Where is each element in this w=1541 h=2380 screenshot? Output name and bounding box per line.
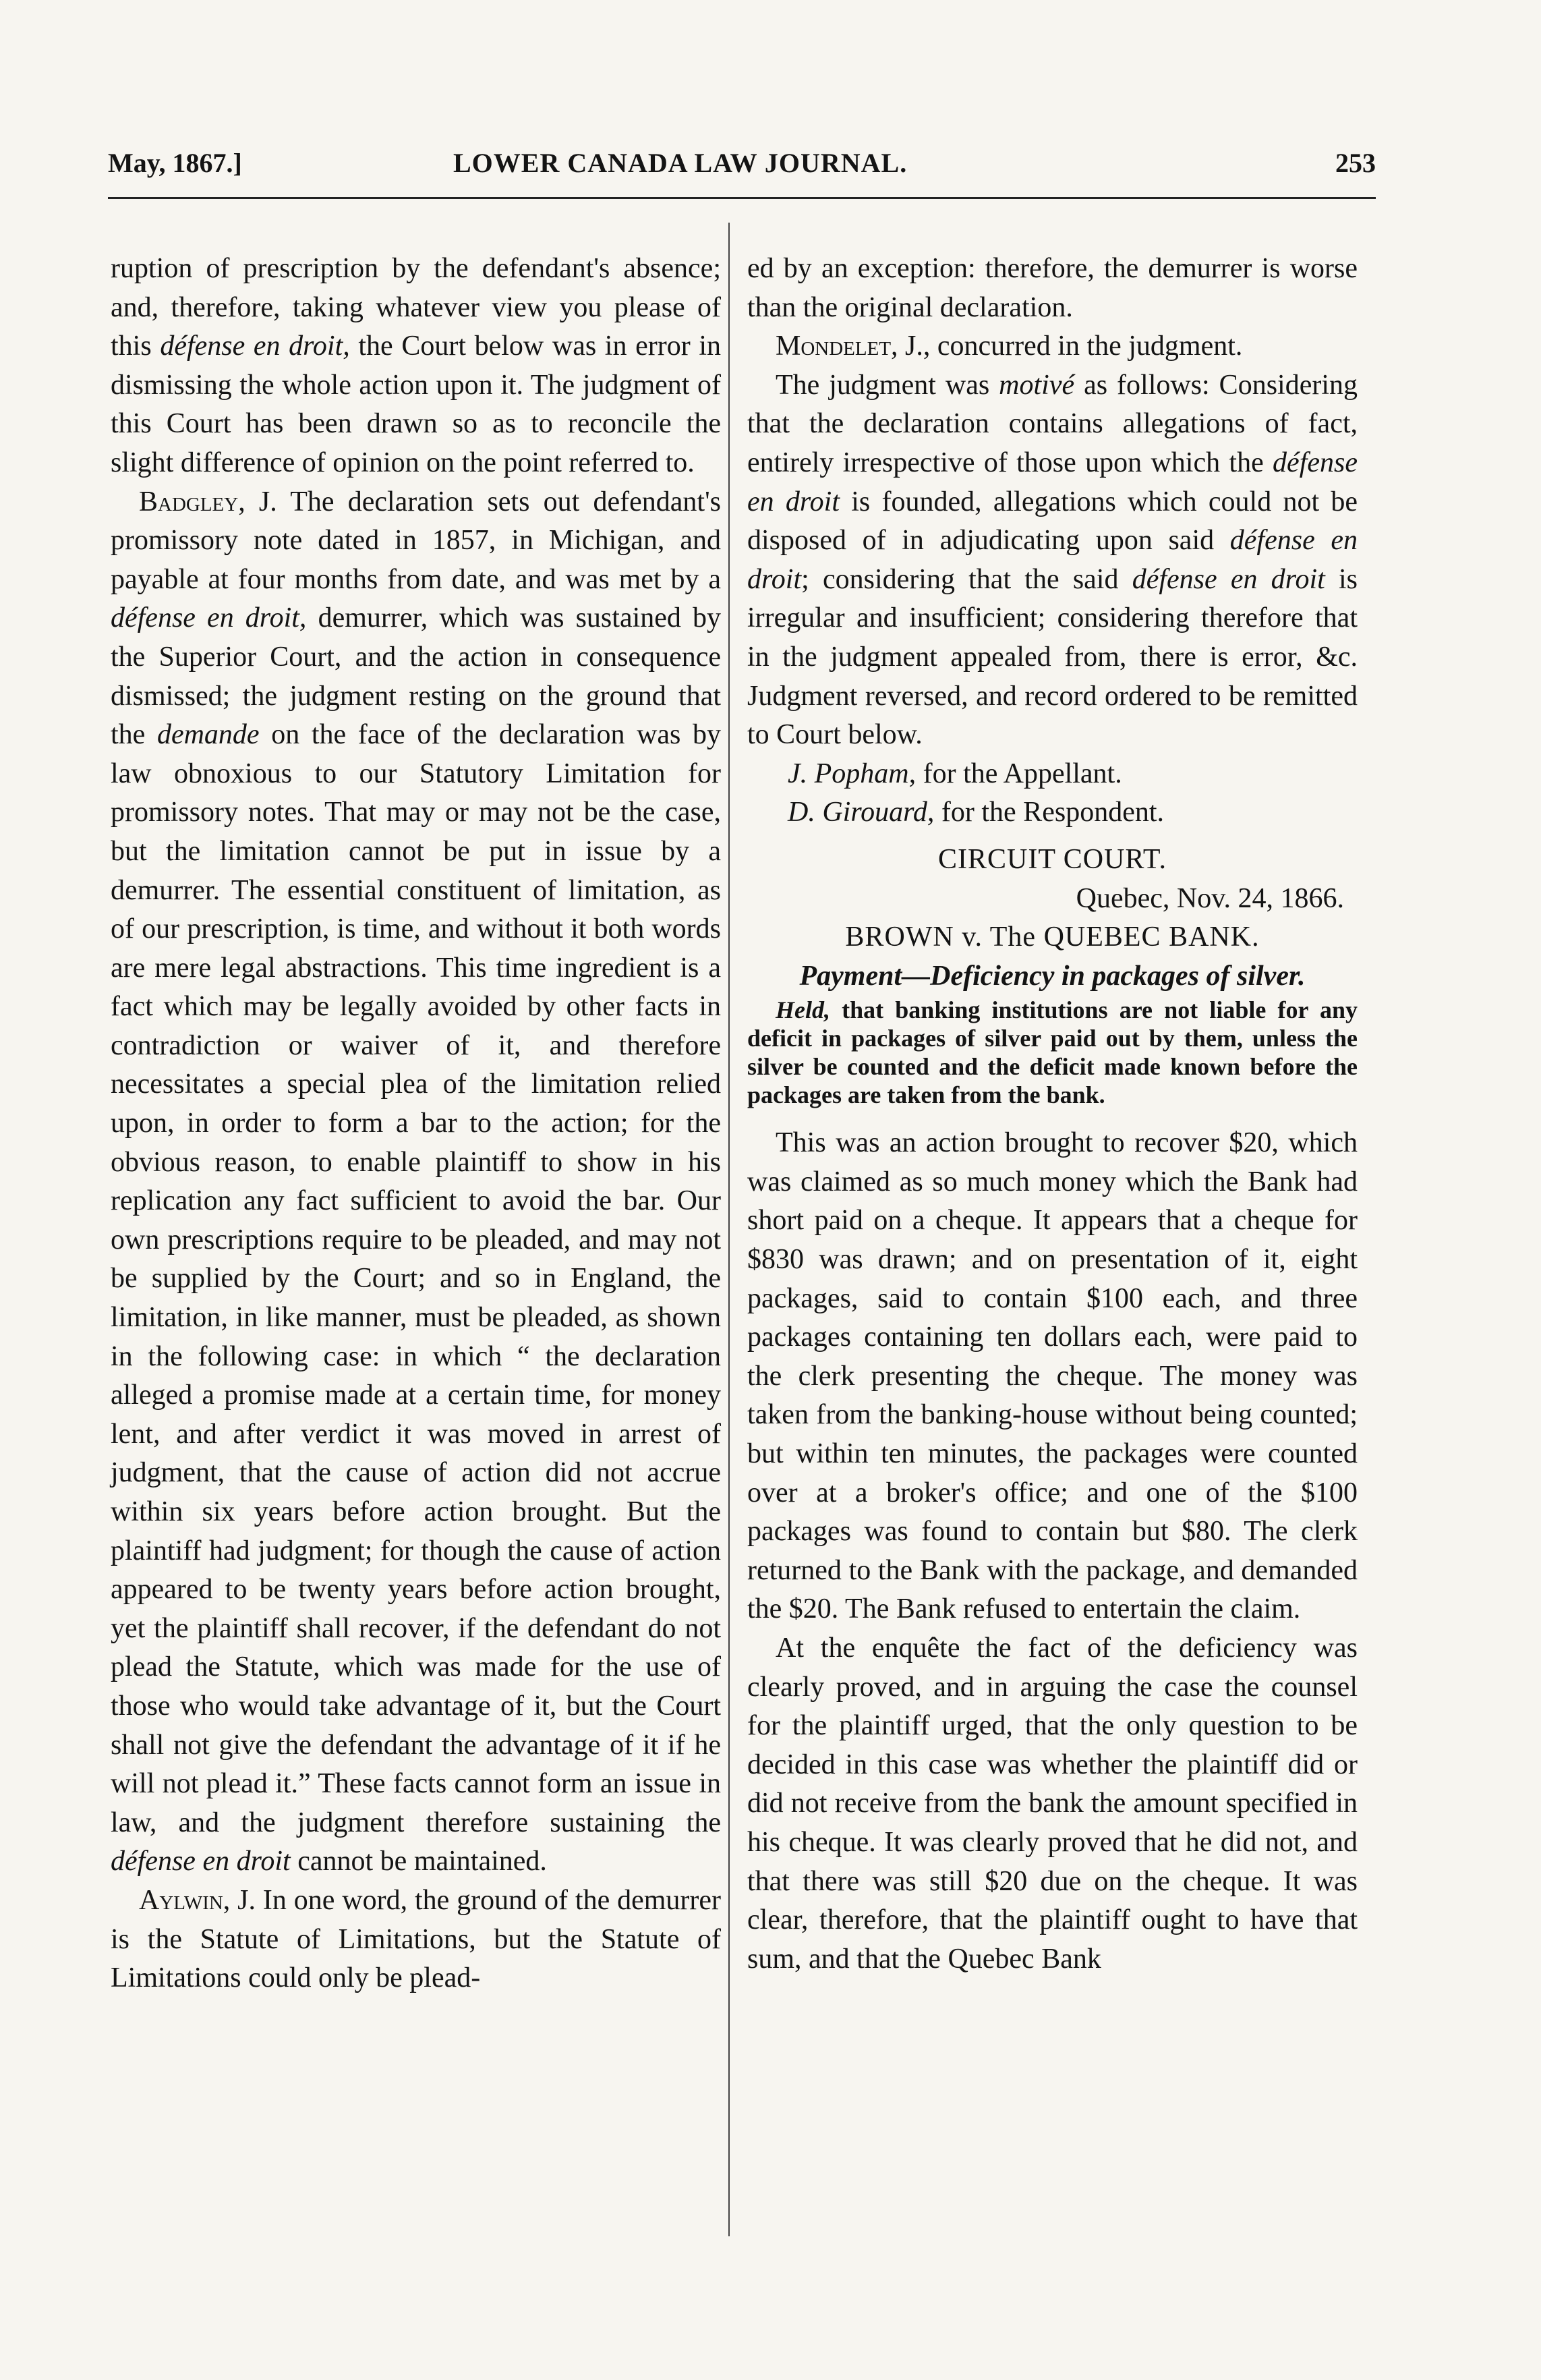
page-number: 253 [1335,148,1376,178]
paragraph: ed by an exception: therefore, the demurrer is worse than the original declaration. [747,253,1358,323]
paragraph-mondelet: Mondelet, J., concurred in the judgment. [776,331,1243,362]
dateline: Quebec, Nov. 24, 1866. [1076,882,1344,914]
right-column [747,250,1358,1979]
header-rule [108,197,1376,199]
header-date: May, 1867.] [108,148,242,178]
left-column [111,250,721,1998]
journal-title: LOWER CANADA LAW JOURNAL. [453,148,908,178]
paragraph-judgment: The judgment was motivé as follows: Considering that the declaration contains allegations of fact, entirely irrespective of those upon which the défense en droit is founded, allegations which could not be disposed of in adjudicating upon said défense en droit; considering that the said défense en droit is irregular and insufficient; considering therefore that in the judgment appealed from, there is error, &c. Judgment reversed, and record ordered to be remitted to Court below. [747,369,1358,751]
counsel-appellant: J. Popham, for the Appellant. [788,758,1122,789]
case-title: BROWN v. The QUEBEC BANK. [845,922,1260,953]
section-title: CIRCUIT COURT. [938,843,1167,875]
paragraph: This was an action brought to recover $20, which was claimed as so much money which the Bank had short paid on a cheque. It appears that a cheque for $830 was drawn; and on presentation of it, eight packages, said to contain $100 each, and three packages containing ten dollars each, were paid to the clerk presenting the cheque. The money was taken from the banking-house without being counted; but within ten minutes, the packages were counted over at a broker's office; and one of the $100 packages was found to contain but $80. The clerk returned to the Bank with the package, and demanded the $20. The Bank refused to entertain the claim. [747,1127,1358,1625]
judge-name: Mondelet, J., [776,331,931,362]
paragraph: At the enquête the fact of the deficiency was clearly proved, and in arguing the case the counsel for the plaintiff urged, that the only question to be decided in this case was whether the plaintiff did or did not receive from the bank the amount specified in his cheque. It was clearly proved that he did not, and that there was still $20 due on the cheque. It was clear, therefore, that the plaintiff ought to have that sum, and that the Quebec Bank [747,1633,1358,1975]
judge-name: Badgley, J. [139,486,277,517]
paragraph: ruption of prescription by the defendant's absence; and, therefore, taking whatever view you please of this défense en droit, the Court below was in error in dismissing the whole action upon it. The judgment of this Court has been drawn so as to reconcile the slight difference of opinion on the point referred to. [111,253,721,478]
judge-name: Aylwin, J. [139,1884,256,1916]
running-header [108,147,1376,188]
headnote: Held, that banking institutions are not liable for any deficit in packages of silver paid out by them, unless the silver be counted and the deficit made known before the packages are taken from the bank. [747,996,1358,1109]
column-divider [728,223,730,2236]
case-subject: Payment—Deficiency in packages of silver. [799,960,1306,992]
paragraph-aylwin: Aylwin, J. In one word, the ground of the demurrer is the Statute of Limitations, but the Statute of Limitations could only be plead- [111,1884,722,1994]
counsel-respondent: D. Girouard, for the Respondent. [788,797,1164,828]
paragraph-badgley: Badgley, J. The declaration sets out defendant's promissory note dated in 1857, in Michigan, and payable at four months from date, and was met by a défense en droit, demurrer, which was sustained by the Superior Court, and the action in consequence dismissed; the judgment resting on the ground that the demande on the face of the declaration was by law obnoxious to our Statutory Limitation for promissory notes. That may or may not be the case, but the limitation cannot be put in issue by a demurrer. The essential constituent of limitation, as of our prescription, is time, and without it both words are mere legal abstractions. This time ingredient is a fact which may be legally avoided by other facts in contradiction or waiver of it, and therefore necessitates a special plea of the limitation relied upon, in order to form a bar to the action; for the obvious reason, to enable plaintiff to show in his replication any fact sufficient to avoid the bar. Our own prescriptions require to be pleaded, and may not be supplied by the Court; and so in England, the limitation, in like manner, must be pleaded, as shown in the following case: in which “ the declaration alleged a promise made at a certain time, for money lent, and after verdict it was moved in arrest of judgment, that the cause of action did not accrue within six years before action brought. But the plaintiff had judgment; for though the cause of action appeared to be twenty years before action brought, yet the plaintiff shall recover, if the defendant do not plead the Statute, which was made for the use of those who would take advantage of it, but the Court shall not give the defendant the advantage of it if he will not plead it.” These facts cannot form an issue in law, and the judgment therefore sustaining the défense en droit cannot be maintained. [111,486,722,1877]
